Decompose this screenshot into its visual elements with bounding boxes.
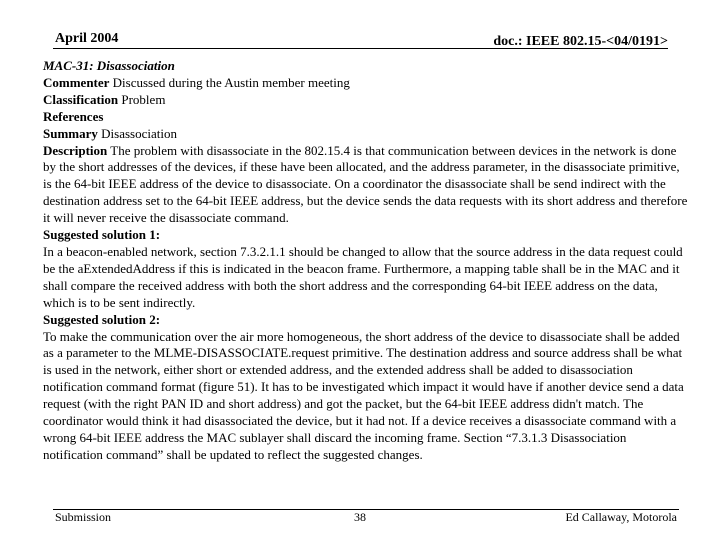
footer-page-number: 38 (354, 510, 366, 524)
header-divider (53, 48, 668, 49)
classification-line (43, 92, 688, 109)
description-paragraph (43, 143, 688, 228)
commenter-line (43, 75, 688, 92)
solution2-heading: Suggested solution 2: (43, 311, 161, 327)
description-value: The problem with disassociate in the 802.15.4 is that communication between devices in the network is done by the short addresses of the devices, if these have been allocated, and the address parameter, in the disassociate primitive, is the 64-bit IEEE address of the device to disassociate. On a coordinator the disassociate shall be send indirect with the destination address set to the 64-bit IEEE address, but the device sends the data requests with its short address and therefore it will never receive the disassociate command. (43, 142, 688, 226)
solution1-paragraph: In a beacon-enabled network, section 7.3.2.1.1 should be changed to allow that the source address in the data request could be the aExtendedAddress if this is indicated in the beacon frame. Furthermore, a mapping table shall be in the MAC and it shall compare the received address with both the short address and the corresponding 64-bit IEEE address on the data, which is to be sent indirectly. (43, 243, 683, 310)
commenter-value: Discussed during the Austin member meeting (109, 74, 350, 90)
references-line (43, 109, 688, 126)
summary-value: Disassociation (97, 125, 177, 141)
slide-body (43, 58, 688, 464)
description-label: Description (43, 142, 108, 158)
footer-author: Ed Callaway, Motorola (565, 510, 677, 524)
footer-submission: Submission (55, 510, 112, 524)
summary-label: Summary (43, 125, 98, 141)
header-doc-id: doc.: IEEE 802.15-<04/0191> (493, 34, 668, 49)
header-date: April 2004 (55, 31, 119, 46)
classification-value: Problem (118, 91, 166, 107)
summary-line (43, 126, 688, 143)
commenter-label: Commenter (43, 74, 110, 90)
section-title: MAC-31: Disassociation (43, 58, 175, 73)
solution2-paragraph: To make the communication over the air more homogeneous, the short address of the device to disassociate shall be added as a parameter to the MLME-DISASSOCIATE.request primitive. The destination address and source address shall be what is used in the network, either short or extended address, and the extended address shall be added to disassociation notification command format (figure 51). It has to be investigated which impact it would have if another device send a data request (with the right PAN ID and short address) and got the packet, but the 64-bit IEEE address didn't match. The coordinator would think it had disassociated the device, but it had not. If a device receives a disassociate command with a wrong 64-bit IEEE address the MAC sublayer shall discard the incoming frame. Section “7.3.1.3 Disassociation notification command” shall be updated to reflect the suggested changes. (43, 328, 684, 462)
solution1-heading: Suggested solution 1: (43, 227, 161, 243)
classification-label: Classification (43, 91, 119, 107)
references-label: References (43, 108, 104, 124)
